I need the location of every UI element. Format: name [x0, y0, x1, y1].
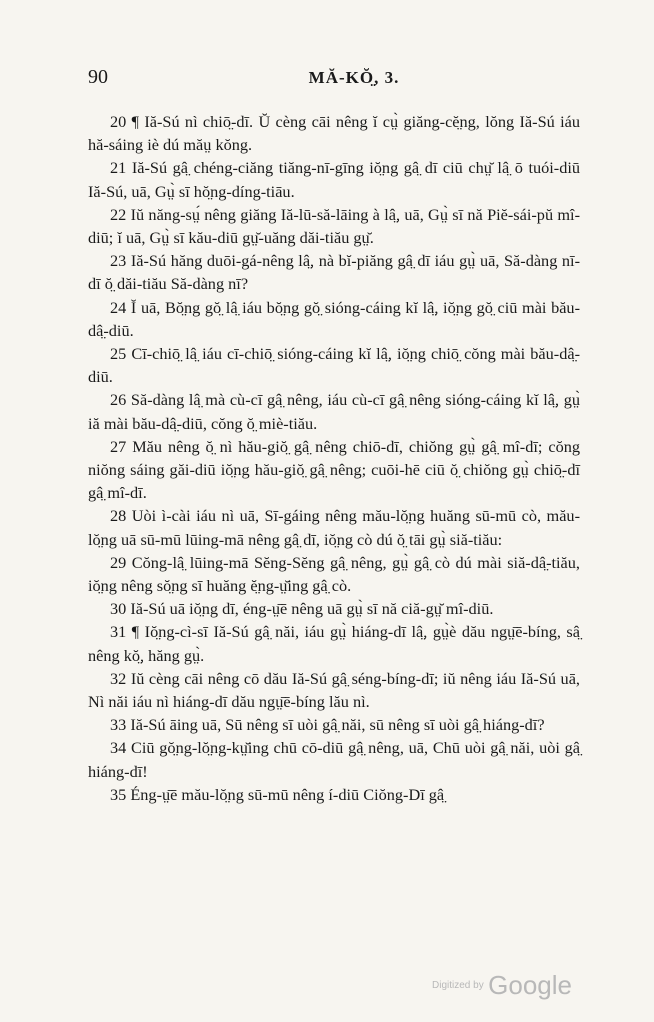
page-number: 90 — [88, 66, 108, 88]
verse-25: 25 Cī-chiō̤ lâ̤ iáu cī-chiō̤ sióng-cáing kĭ lâ̤, iŏ̤ng chiō̤ cŏng mài bău-dâ̤-diū. — [88, 344, 580, 387]
verse-26: 26 Să-dàng lâ̤ mà cù-cī gâ̤ nêng, iáu cù-cī gâ̤ nêng sióng-cáing kĭ lâ̤, gṳ̀ iă mài bău-dâ̤-diū, cŏng ŏ̤ miè-tiău. — [88, 390, 580, 433]
verse-35: 35 Éng-ṳ̄ē mău-lŏ̤ng sū-mū nêng í-diū Ciŏng-Dī gâ̤ — [110, 784, 445, 804]
verse-34: 34 Ciū gŏ̤ng-lŏ̤ng-kṳ̆ing chū cō-diū gâ̤ nêng, uā, Chū uòi gâ̤ năi, uòi gâ̤ hiáng-dī! — [88, 738, 580, 781]
verse-31: 31 ¶ Iŏ̤ng-cì-sī Iă-Sú gâ̤ năi, iáu gṳ̀ hiáng-dī lâ̤, gṳ̀è dău ngṳ̄ē-bíng, sâ̤ nêng kŏ̤, hăng gṳ̀. — [88, 622, 580, 665]
verse-23: 23 Iă-Sú hăng duōi-gá-nêng lâ̤, nà bĭ-piăng gâ̤ dī iáu gṳ̀ uā, Să-dàng nī-dī ŏ̤ dăi-tiău Să-dàng nī? — [88, 251, 580, 294]
verse-30: 30 Iă-Sú uā iŏ̤ng dī, éng-ṳ̄ē nêng uā gṳ̀ sī nă ciă-gṳ̆ mî-diū. — [110, 599, 494, 619]
verse-21: 21 Iă-Sú gâ̤ chéng-ciăng tiăng-nī-gīng iŏ̤ng gâ̤ dī ciū chṳ̆ lâ̤ ō tuói-diū Iă-Sú, uā, Gṳ̀ sī hŏ̤ng-díng-tiāu. — [88, 158, 580, 201]
google-watermark — [432, 970, 572, 1001]
verse-22: 22 Iŭ năng-sṳ́ nêng giăng Iă-lū-să-lāing à lâ̤, uā, Gṳ̀ sī nă Piĕ-sái-pŭ mî-diū; ĭ uā, Gṳ̀ sī kău-diū gṳ̆-uăng dăi-tiău gṳ̆. — [88, 204, 580, 248]
verse-20: 20 ¶ Iă-Sú nì chiō̤-dī. Ŭ cèng cāi nêng ĭ cṳ̀ giăng-cĕ̤ng, lŏng Iă-Sú iáu hă-sáing iè dú măṳ kŏng. — [88, 112, 580, 155]
verse-32: 32 Iŭ cèng cāi nêng cō dău Iă-Sú gâ̤ séng-bíng-dī; iŭ nêng iáu Iă-Sú uā, Nì năi iáu nì hiáng-dī dău ngṳ̄ē-bíng lău nì. — [88, 668, 580, 712]
page-header — [88, 66, 580, 96]
verse-33: 33 Iă-Sú āing uā, Sū nêng sī uòi gâ̤ năi, sū nêng sī uòi gâ̤ hiáng-dī? — [110, 715, 545, 735]
verse-27: 27 Mău nêng ŏ̤ nì hău-giŏ̤ gâ̤ nêng chiō-dī, chiŏng gṳ̀ gâ̤ mî-dī; cŏng niŏng sáing găi-diū iŏ̤ng hău-giŏ̤ gâ̤ nêng; cuōi-hē ciū ŏ̤ chiŏng gṳ̀ chiō̤-dī gâ̤ mî-dī. — [88, 436, 580, 503]
verse-28: 28 Uòi ì-cài iáu nì uā, Sī-gáing nêng mău-lŏ̤ng huăng sū-mū cò, mău-lŏ̤ng uā sū-mū lūing-mā nêng gâ̤ dī, iŏ̤ng cò dú ŏ̤ tāi gṳ̀ siă-tiău: — [88, 506, 580, 549]
verse-list — [88, 110, 580, 806]
verse-29: 29 Cŏng-lâ̤ lūing-mā Sĕng-Sĕng gâ̤ nêng, gṳ̀ gâ̤ cò dú mài siă-dâ̤-tiău, iŏ̤ng nêng sŏ̤ng sī huăng ĕ̤ng-ṳ̆ing gâ̤ cò. — [88, 552, 580, 596]
verse-24: 24 Ĭ uā, Bŏ̤ng gŏ̤ lâ̤ iáu bŏ̤ng gŏ̤ sióng-cáing kĭ lâ̤, iŏ̤ng gŏ̤ ciū mài bău-dâ̤-diū. — [88, 297, 580, 340]
running-head: MĂ-KŎ̤, 3. — [308, 68, 400, 87]
watermark-brand: Google — [488, 970, 572, 1000]
book-page — [88, 66, 580, 806]
watermark-prefix: Digitized by — [432, 980, 484, 991]
